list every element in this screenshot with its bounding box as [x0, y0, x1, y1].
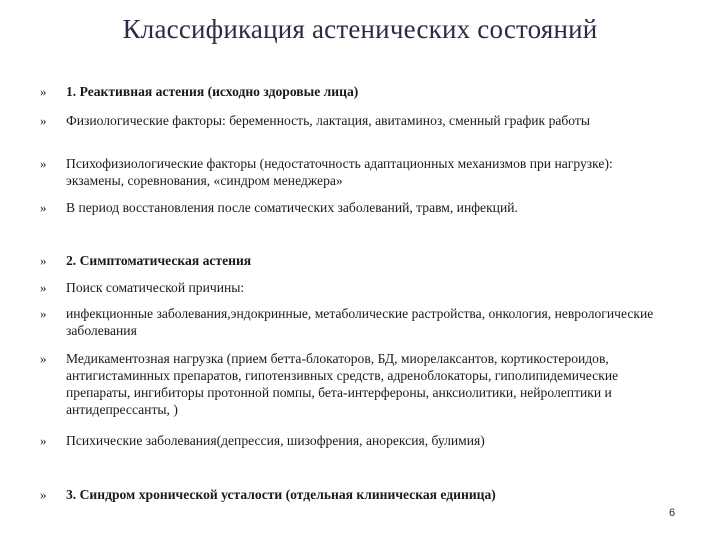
- bullet-marker: »: [40, 156, 47, 171]
- bullet-marker: »: [40, 253, 47, 268]
- bullet-text: В период восстановления после соматических заболеваний, травм, инфекций.: [66, 200, 518, 215]
- bullet-marker: »: [40, 487, 47, 502]
- bullet-text: Медикаментозная нагрузка (прием бетта-блокаторов, БД, миорелаксантов, кортикостероидов, антигистаминных препаратов, гипотензивных средств, адреноблокаторы, гиполипидемические препараты, ингибиторы протонной помпы, бета-интерфероны, анксиолитики, нейролептики и антидепрессанты, ): [66, 351, 619, 417]
- bullet-marker: »: [40, 351, 47, 366]
- bullet-text: Поиск соматической причины:: [66, 280, 245, 295]
- bullet-text: 2. Симптоматическая астения: [66, 253, 252, 268]
- bullet-marker: »: [40, 113, 47, 128]
- bullet-marker: »: [40, 84, 47, 99]
- bullet-text: инфекционные заболевания,эндокринные, метаболические растройства, онкология, неврологические заболевания: [66, 306, 654, 338]
- bullet-marker: »: [40, 433, 47, 448]
- bullet-text: Физиологические факторы: беременность, лактация, авитаминоз, сменный график работы: [66, 113, 591, 128]
- slide-title: Классификация астенических состояний: [122, 14, 598, 44]
- bullet-marker: »: [40, 280, 47, 295]
- bullet-marker: »: [40, 200, 47, 215]
- bullet-text: 3. Синдром хронической усталости (отдельная клиническая единица): [66, 487, 496, 502]
- bullet-text: Психофизиологические факторы (недостаточность адаптационных механизмов при нагрузке): экзамены, соревнования, «синдром менеджера»: [66, 156, 613, 188]
- page-number: 6: [669, 507, 676, 519]
- bullet-text: 1. Реактивная астения (исходно здоровые лица): [66, 84, 359, 99]
- bullet-text: Психические заболевания(депрессия, шизофрения, анорексия, булимия): [66, 433, 485, 448]
- bullet-marker: »: [40, 306, 47, 321]
